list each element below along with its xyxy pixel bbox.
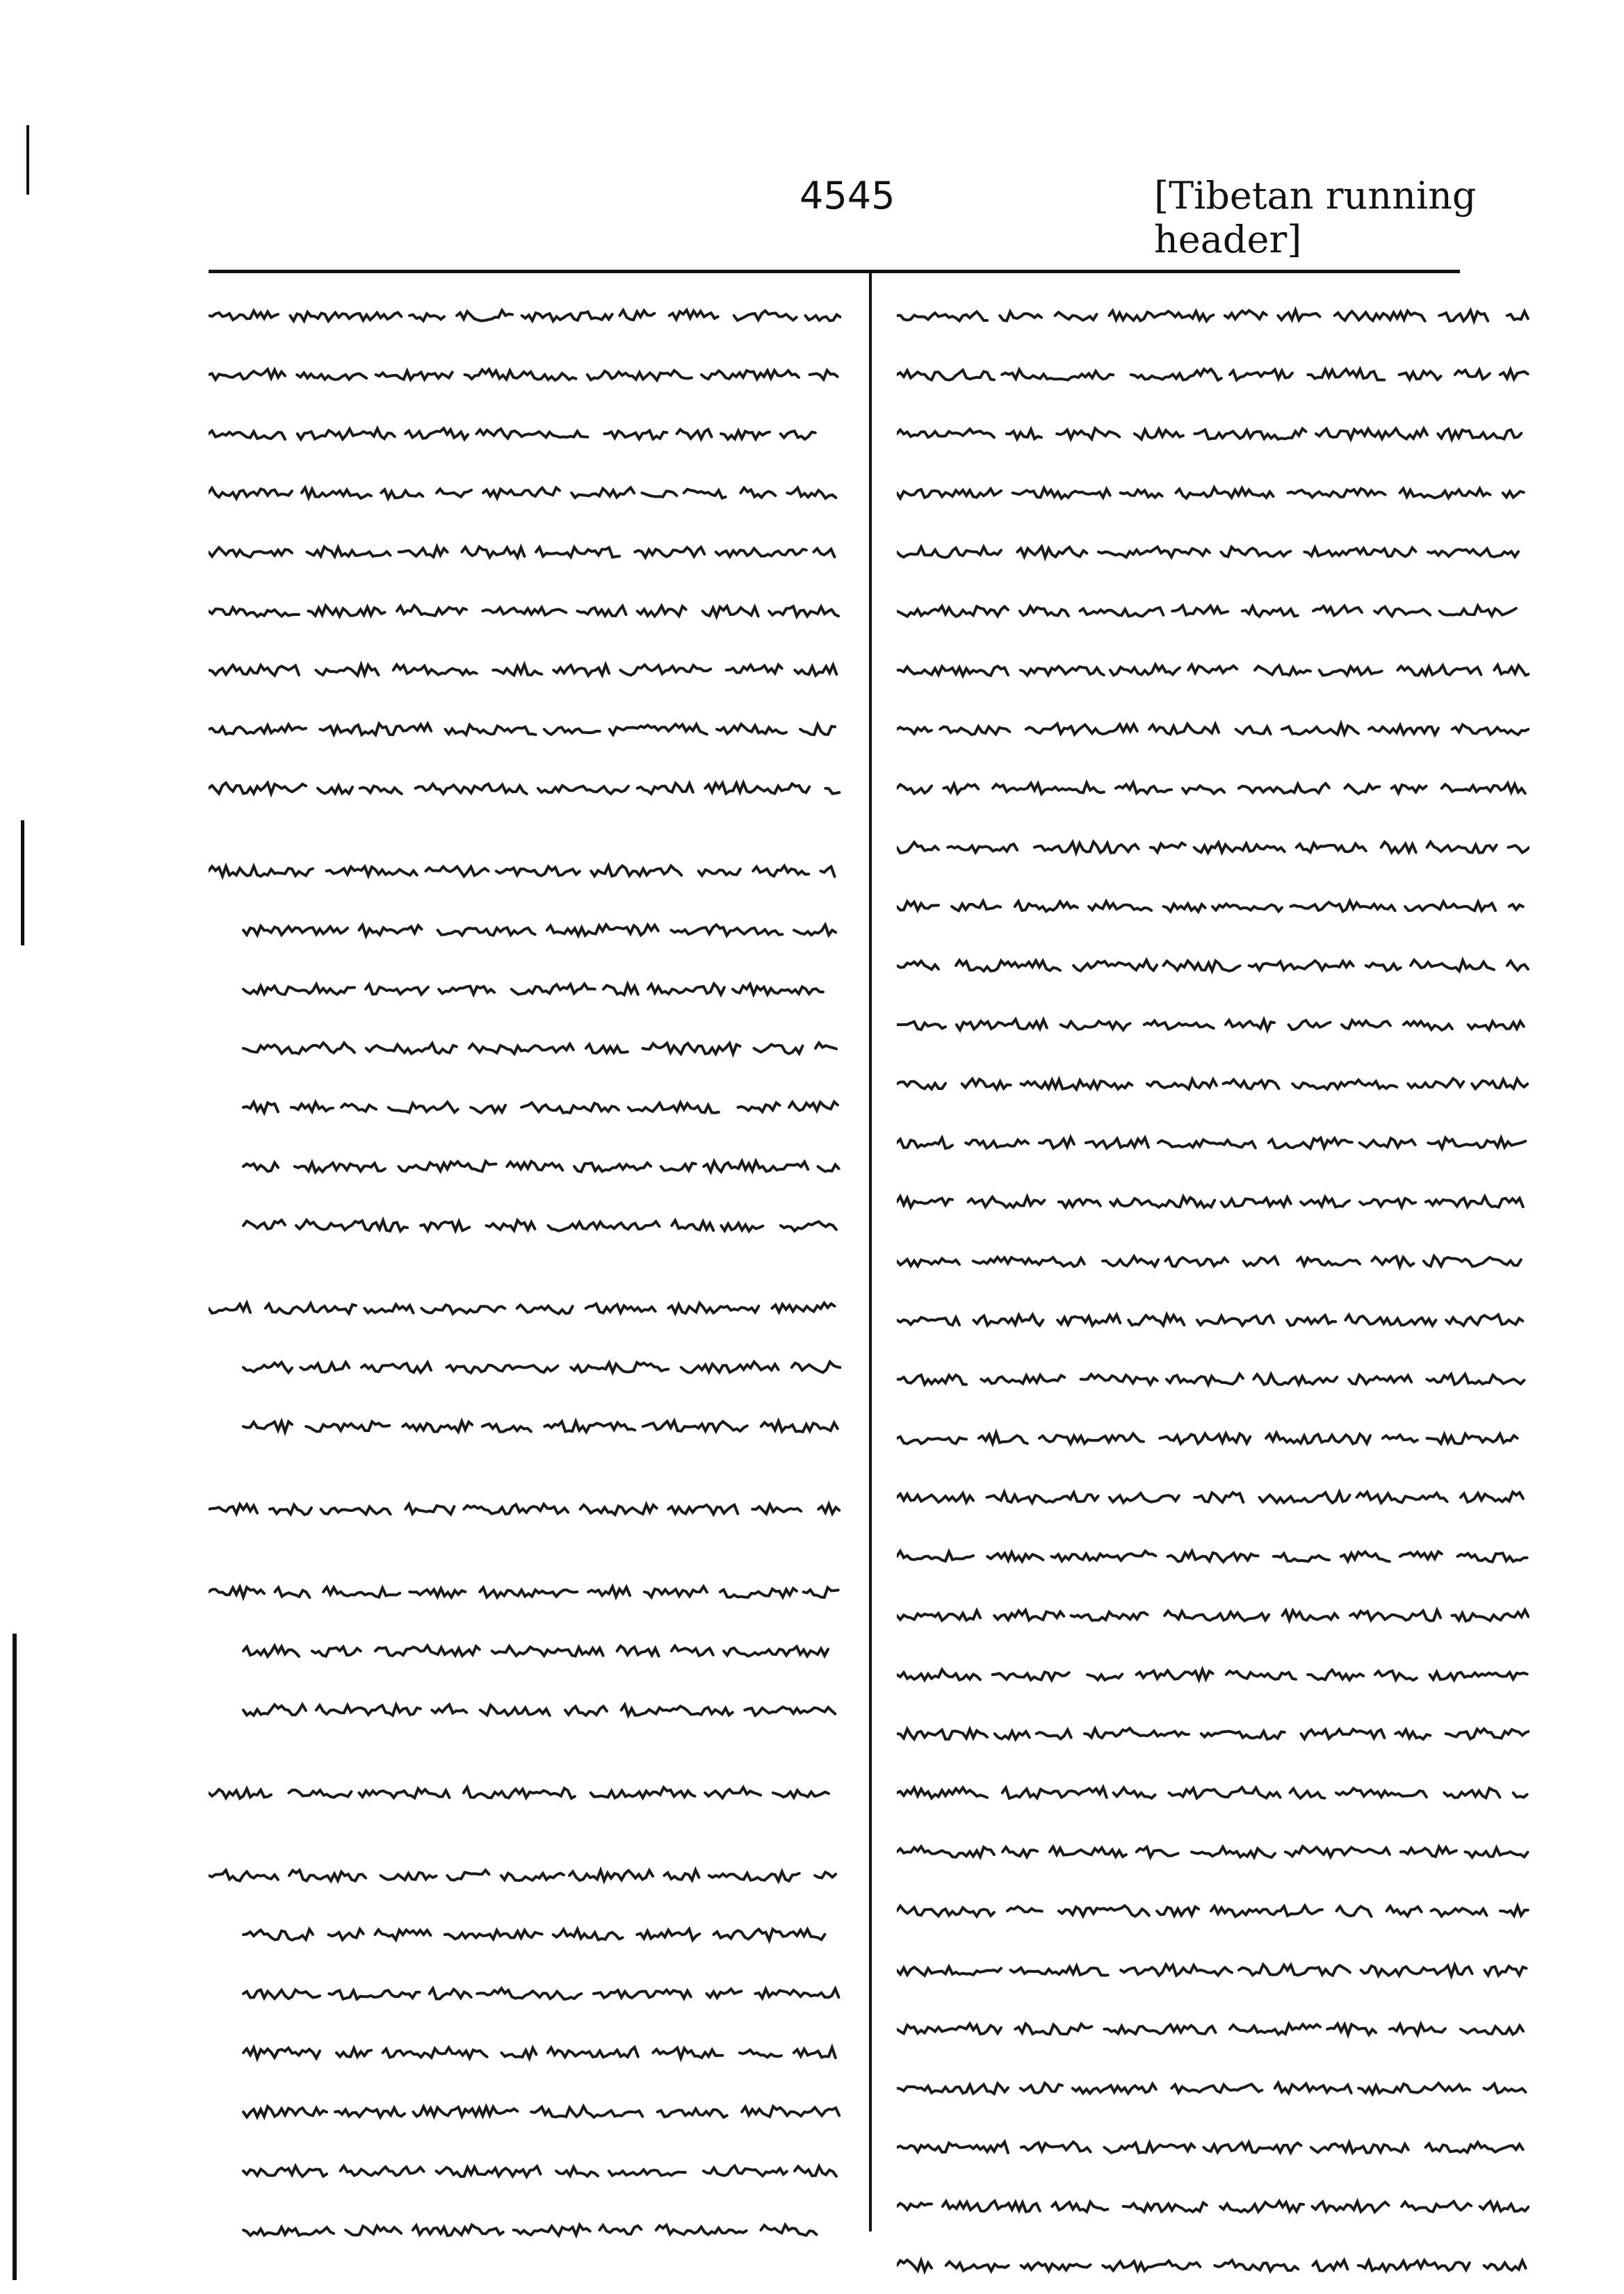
text-line	[897, 1762, 1529, 1816]
text-line	[897, 1112, 1529, 1166]
text-line	[897, 876, 1529, 930]
text-line	[897, 935, 1529, 989]
text-line	[209, 1396, 841, 1450]
text-line	[897, 1408, 1529, 1462]
text-line	[897, 285, 1529, 339]
text-line	[897, 2235, 1529, 2289]
text-line	[897, 2117, 1529, 2171]
text-line	[209, 2140, 841, 2195]
text-line	[897, 994, 1529, 1048]
text-line	[897, 699, 1529, 753]
text-line	[209, 1479, 841, 1533]
left-column	[209, 285, 841, 2259]
text-line	[897, 344, 1529, 398]
text-line	[897, 1526, 1529, 1580]
text-line	[209, 1679, 841, 1734]
text-line	[209, 1845, 841, 1899]
entry-gap	[209, 1455, 841, 1479]
text-line	[209, 1077, 841, 1131]
margin-mark	[13, 1634, 17, 2280]
text-line	[897, 758, 1529, 812]
text-line	[209, 1337, 841, 1391]
entry-gap	[209, 1538, 841, 1561]
text-line	[209, 462, 841, 516]
text-line	[897, 462, 1529, 516]
text-line	[209, 840, 841, 895]
text-line	[897, 521, 1529, 576]
header-rule	[209, 270, 1460, 273]
text-line	[209, 699, 841, 753]
text-line	[209, 2081, 841, 2136]
text-line	[897, 1999, 1529, 2053]
text-line	[209, 1963, 841, 2017]
column-divider	[869, 271, 872, 2231]
text-line	[897, 1939, 1529, 1994]
text-line	[209, 1904, 841, 1958]
text-line	[897, 2176, 1529, 2230]
text-line	[209, 758, 841, 812]
text-line	[897, 580, 1529, 635]
text-line	[209, 285, 841, 339]
text-line	[209, 1620, 841, 1675]
text-line	[897, 1703, 1529, 1757]
text-line	[897, 1290, 1529, 1344]
text-line	[897, 817, 1529, 871]
right-column	[897, 285, 1529, 2294]
running-head: [Tibetan running header]	[1154, 174, 1477, 261]
text-line	[209, 1762, 841, 1816]
text-line	[209, 959, 841, 1013]
text-line	[209, 1136, 841, 1190]
entry-gap	[209, 1254, 841, 1278]
text-line	[897, 640, 1529, 694]
page-number: 4545	[799, 174, 895, 218]
text-line	[897, 1053, 1529, 1107]
text-line	[209, 1195, 841, 1249]
text-line	[209, 580, 841, 635]
text-line	[897, 1880, 1529, 1935]
text-line	[209, 2022, 841, 2076]
text-line	[209, 640, 841, 694]
entry-gap	[209, 1739, 841, 1762]
text-line	[897, 1171, 1529, 1226]
text-line	[209, 344, 841, 398]
text-line	[209, 2199, 841, 2254]
text-line	[897, 403, 1529, 457]
margin-mark	[21, 820, 24, 945]
text-line	[897, 2058, 1529, 2112]
text-line	[897, 1585, 1529, 1639]
text-line	[897, 1821, 1529, 1876]
text-line	[209, 1561, 841, 1616]
entry-gap	[209, 1821, 841, 1845]
text-line	[209, 900, 841, 954]
text-line	[897, 1349, 1529, 1403]
margin-mark	[26, 125, 29, 195]
text-line	[209, 521, 841, 576]
text-line	[209, 403, 841, 457]
text-line	[209, 1278, 841, 1332]
text-line	[897, 1644, 1529, 1698]
text-line	[897, 1467, 1529, 1521]
text-line	[897, 1230, 1529, 1285]
text-line	[209, 1018, 841, 1072]
entry-gap	[209, 817, 841, 840]
